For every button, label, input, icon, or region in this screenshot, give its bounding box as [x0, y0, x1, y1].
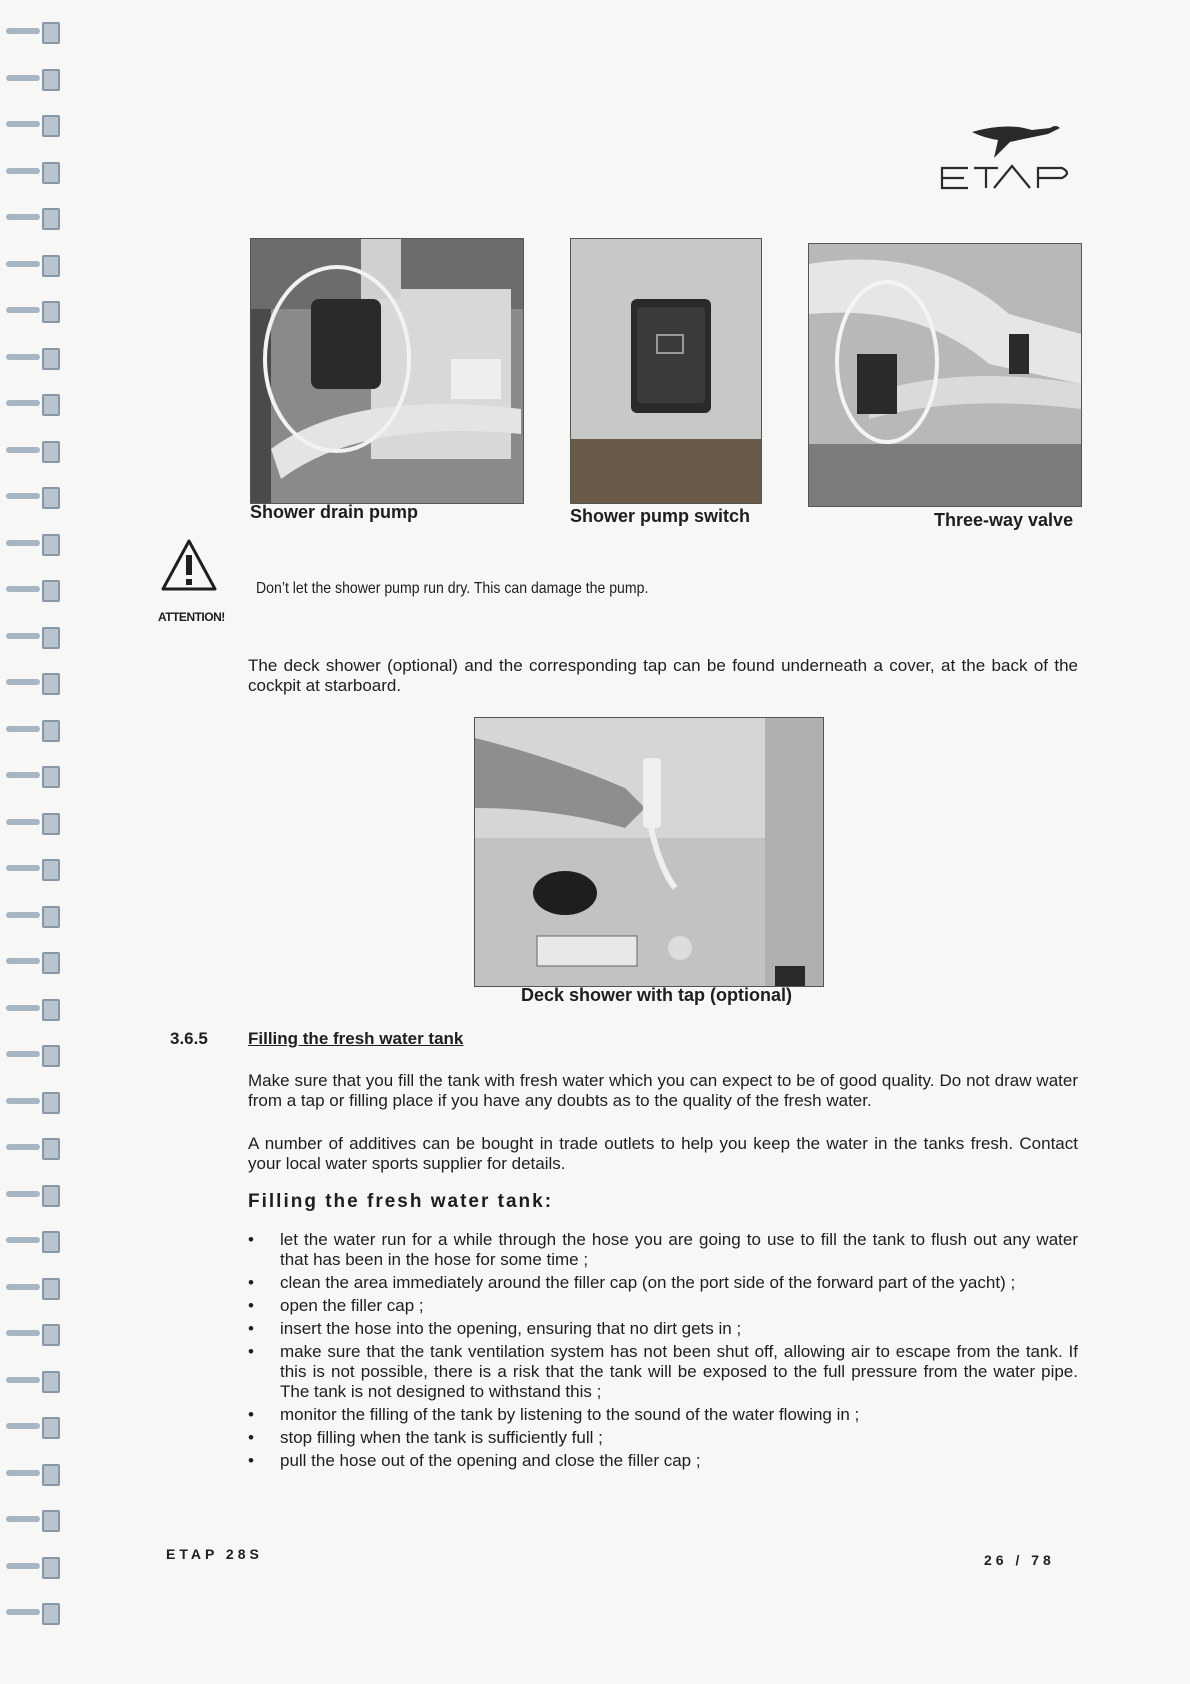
shower-pump-switch-caption: Shower pump switch [570, 506, 751, 526]
binding-ring [6, 1276, 56, 1298]
list-item: • open the filler cap ; [248, 1296, 424, 1315]
binding-ring [6, 1369, 56, 1391]
binding-ring [6, 950, 56, 972]
binding-ring [6, 997, 56, 1019]
footer-model: ETAP 28S [166, 1546, 263, 1562]
binding-ring [6, 299, 56, 321]
list-item: • clean the area immediately around the filler cap (on the port side of the forward part of the yacht) ; [248, 1273, 1016, 1292]
warning-text: Don’t let the shower pump run dry. This can damage the pump. [256, 580, 649, 597]
filling-steps-list [248, 1230, 1078, 1474]
binding-ring [6, 811, 56, 833]
binding-ring [6, 1462, 56, 1484]
binding-ring [6, 1601, 56, 1623]
binding-ring [6, 718, 56, 740]
list-item: • stop filling when the tank is sufficiently full ; [248, 1428, 603, 1447]
binding-ring [6, 253, 56, 275]
binding-ring [6, 1508, 56, 1530]
binding-ring [6, 578, 56, 600]
binding-ring [6, 532, 56, 554]
binding-ring [6, 1415, 56, 1437]
list-item: • insert the hose into the opening, ensuring that no dirt gets in ; [248, 1319, 742, 1338]
binding-ring [6, 113, 56, 135]
footer-page-number: 26 / 78 [984, 1552, 1055, 1568]
deck-shower-photo [474, 717, 824, 987]
binding-ring [6, 625, 56, 647]
shower-drain-pump-photo [250, 238, 524, 504]
binding-ring [6, 1043, 56, 1065]
deck-shower-paragraph: The deck shower (optional) and the corresponding tap can be found underneath a cover, at the back of the cockpit at starboard. [248, 656, 1078, 695]
binding-ring [6, 160, 56, 182]
binding-ring [6, 67, 56, 89]
binding-ring [6, 439, 56, 461]
section-number: 3.6.5 [170, 1029, 208, 1048]
binding-ring [6, 857, 56, 879]
binding-ring [6, 1090, 56, 1112]
binding-ring [6, 1322, 56, 1344]
shower-drain-pump-caption: Shower drain pump [250, 502, 419, 522]
section-paragraph-1: Make sure that you fill the tank with fresh water which you can expect to be of good quality. Do not draw water from a tap or filling place if you have any doubts as to the quality of the fresh water. [248, 1071, 1078, 1110]
spiral-binding [0, 20, 60, 1660]
binding-ring [6, 1229, 56, 1251]
binding-ring [6, 1183, 56, 1205]
shower-pump-switch-photo [570, 238, 762, 504]
binding-ring [6, 20, 56, 42]
three-way-valve-photo [808, 243, 1082, 507]
etap-logo [932, 118, 1082, 198]
attention-label: ATTENTION! [158, 610, 225, 624]
binding-ring [6, 1555, 56, 1577]
filling-subheading: Filling the fresh water tank: [248, 1191, 554, 1212]
binding-ring [6, 346, 56, 368]
binding-ring [6, 206, 56, 228]
deck-shower-caption: Deck shower with tap (optional) [521, 985, 793, 1005]
section-paragraph-2: A number of additives can be bought in trade outlets to help you keep the water in the tanks fresh. Contact your local water sports supplier for details. [248, 1134, 1078, 1173]
binding-ring [6, 392, 56, 414]
list-item: • make sure that the tank ventilation system has not been shut off, allowing air to escape from the tank. If this is not possible, there is a risk that the tank will be exposed to the full pressure from the water pipe. The tank is not designed to withstand this ; [248, 1342, 1078, 1401]
binding-ring [6, 671, 56, 693]
list-item: • monitor the filling of the tank by listening to the sound of the water flowing in ; [248, 1405, 860, 1424]
three-way-valve-caption: Three-way valve [934, 510, 1074, 530]
binding-ring [6, 1136, 56, 1158]
warning-triangle-icon [160, 538, 218, 592]
list-item: • pull the hose out of the opening and close the filler cap ; [248, 1451, 701, 1470]
section-title: Filling the fresh water tank [248, 1029, 464, 1048]
binding-ring [6, 904, 56, 926]
binding-ring [6, 764, 56, 786]
list-item: • let the water run for a while through the hose you are going to use to fill the tank to flush out any water that has been in the hose for some time ; [248, 1230, 1078, 1269]
binding-ring [6, 485, 56, 507]
